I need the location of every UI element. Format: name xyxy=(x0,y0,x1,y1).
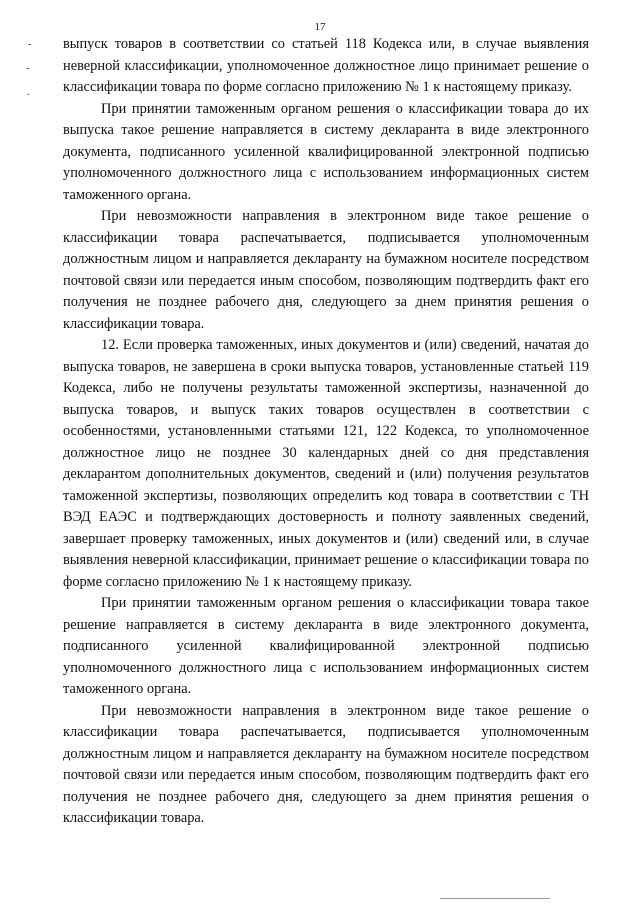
scan-artifact-line xyxy=(440,898,550,899)
paragraph-continuation: выпуск товаров в соответствии со статьей 118 Кодекса или, в случае выявления неверной классификации, уполномоченное должностное лицо принимает решение о классификации товара по форме согласно приложению № 1 к настоящему приказу. xyxy=(63,36,589,95)
paragraph-item-12: 12. Если проверка таможенных, иных документов и (или) сведений, начатая до выпуска товаров, не завершена в сроки выпуска товаров, установленные статьей 119 Кодекса, либо не получены результаты таможенной экспертизы, назначенной до выпуска товаров, и выпуск таких товаров осуществлен в соответствии с особенностями, установленными статьями 121, 122 Кодекса, то уполномоченное должностное лицо не позднее 30 календарных дней со дня представления декларантом дополнительных документов, сведений и (или) получения результатов таможенной экспертизы, позволяющих определить код товара в соответствии с ТН ВЭД ЕАЭС и подтверждающих достоверность и полноту заявленных сведений, завершает проверку таможенных, иных документов и (или) сведений или, в случае выявления неверной классификации, принимает решение о классификации товара по форме согласно приложению № 1 к настоящему приказу. xyxy=(63,337,589,590)
paragraph-electronic-decision-before-release: При принятии таможенным органом решения о классификации товара до их выпуска такое решение направляется в систему декларанта в виде электронного документа, подписанного усиленной квалифицированной электронной подписью уполномоченного должностного лица с использованием информационных систем таможенного органа. xyxy=(63,100,589,203)
margin-mark: - xyxy=(28,39,32,50)
paragraph-paper-decision-before-release: При невозможности направления в электронном виде такое решение о классификации товара распечатывается, подписывается уполномоченным должностным лицом и направляется декларанту на бумажном носителе посредством почтовой связи или передается иным способом, позволяющим подтвердить факт его получения не позднее рабочего дня, следующего за днем принятия решения о классификации товара. xyxy=(63,208,589,332)
document-body xyxy=(63,34,589,830)
margin-mark: . xyxy=(27,87,30,98)
paragraph-paper-decision-after-release: При невозможности направления в электронном виде такое решение о классификации товара распечатывается, подписывается уполномоченным должностным лицом и направляется декларанту на бумажном носителе посредством почтовой связи или передается иным способом, позволяющим подтвердить факт его получения не позднее рабочего дня, следующего за днем принятия решения о классификации товара. xyxy=(63,702,589,826)
page-number: 17 xyxy=(314,21,326,33)
paragraph-electronic-decision-after-release: При принятии таможенным органом решения о классификации товара такое решение направляется в систему декларанта в виде электронного документа, подписанного усиленной квалифицированной электронной подписью уполномоченного должностного лица с использованием информационных систем таможенного органа. xyxy=(63,595,589,697)
margin-mark: - xyxy=(26,63,30,74)
